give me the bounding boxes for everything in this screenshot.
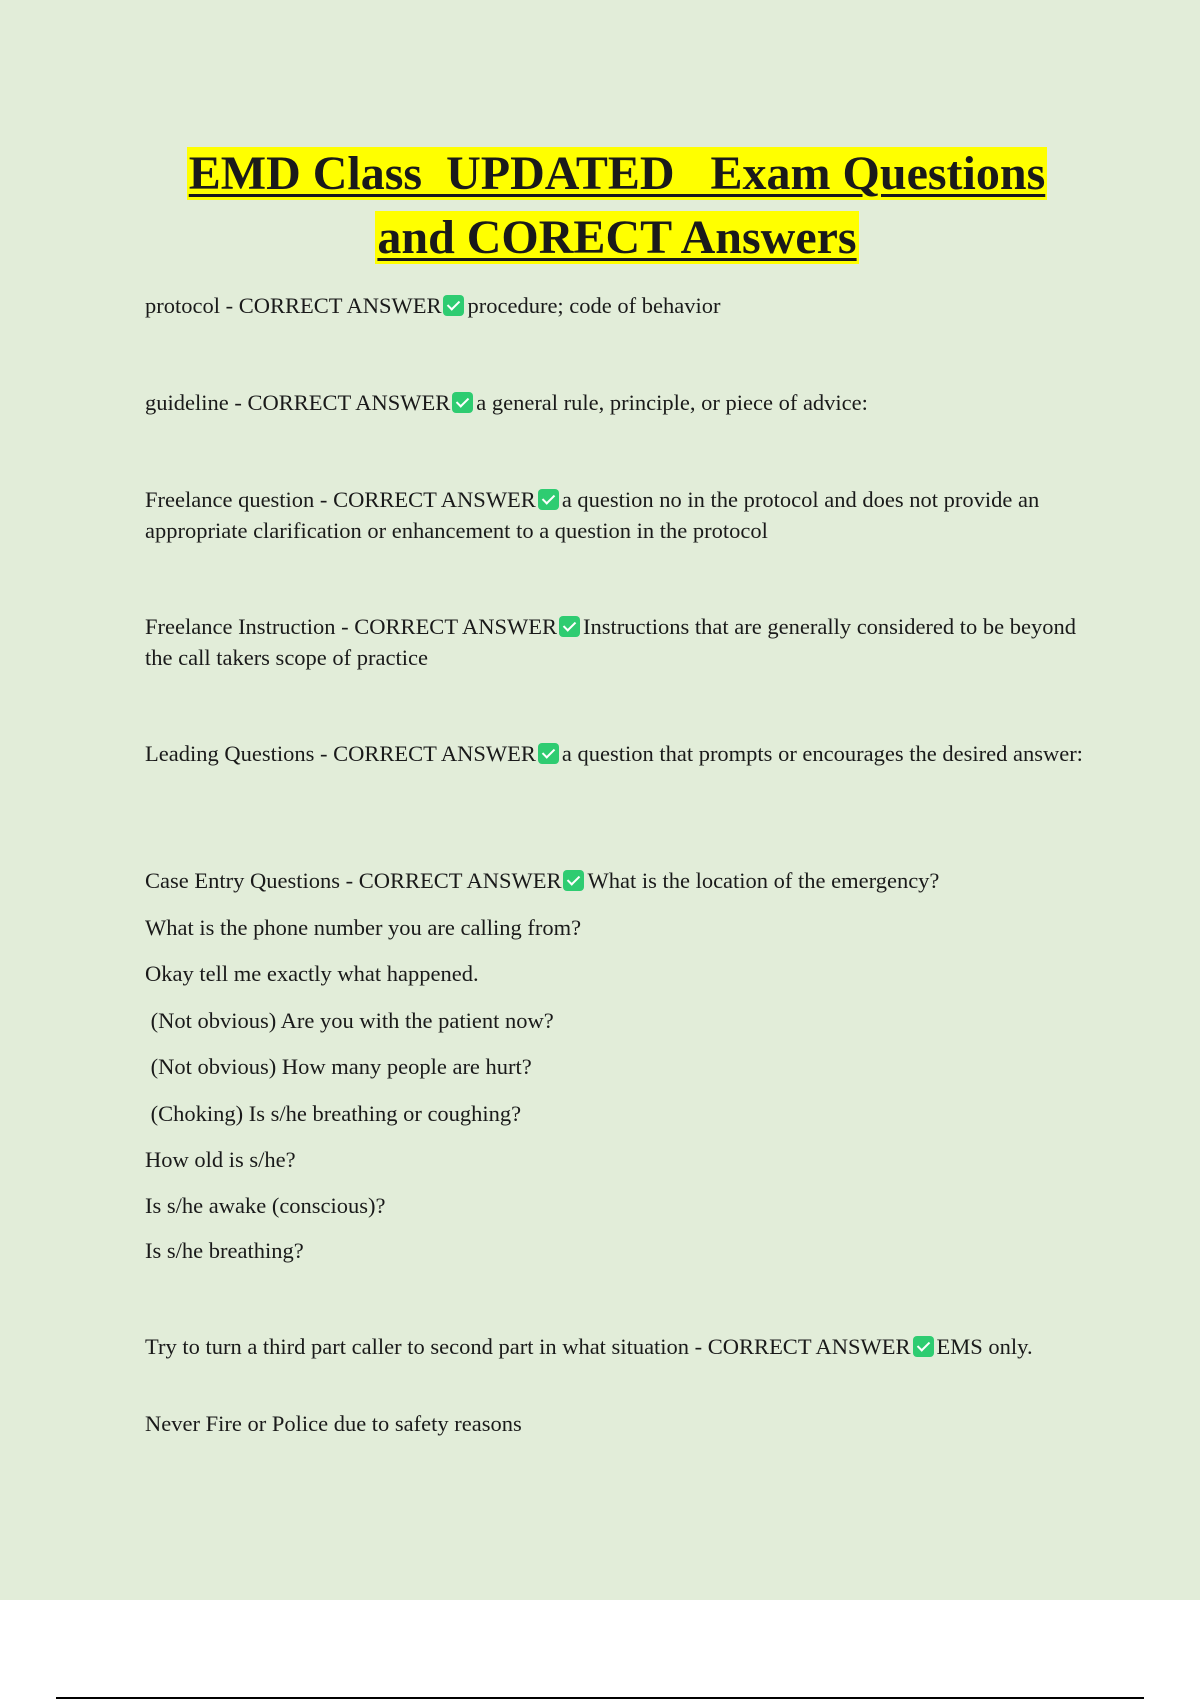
qa-item-freelance-instruction <box>145 611 1095 673</box>
qa-term: Try to turn a third part caller to second part in what situation - <box>145 1334 708 1359</box>
case-entry-line: Is s/he breathing? <box>145 1238 304 1263</box>
qa-item-freelance-question <box>145 484 1095 546</box>
third-party-extra-line: Never Fire or Police due to safety reasons <box>145 1411 522 1436</box>
qa-answer: a question no in the protocol and does not provide an appropriate clarification or enhancement to a question in the protocol <box>145 487 1040 543</box>
check-box-icon <box>538 489 559 510</box>
check-box-icon <box>559 616 580 637</box>
case-entry-line: (Not obvious) Are you with the patient now? <box>145 1008 554 1033</box>
qa-item-guideline <box>145 387 1095 418</box>
qa-term: Leading Questions - <box>145 741 334 766</box>
qa-answer: EMS only. <box>936 1334 1033 1359</box>
qa-answer: procedure; code of behavior <box>467 293 721 318</box>
qa-answer: Instructions that are generally considered to be beyond the call takers scope of practice <box>145 614 1077 670</box>
qa-label: CORRECT ANSWER <box>333 487 536 512</box>
qa-label: CORRECT ANSWER <box>354 614 558 639</box>
case-entry-line: (Not obvious) How many people are hurt? <box>145 1054 532 1079</box>
qa-term: Freelance question - <box>145 487 334 512</box>
qa-label: CORRECT ANSWER <box>333 741 536 766</box>
case-entry-line: Okay tell me exactly what happened. <box>145 961 479 986</box>
qa-item-case-entry <box>145 865 1095 896</box>
check-box-icon <box>563 870 584 891</box>
qa-item-protocol <box>145 290 1095 321</box>
check-box-icon <box>452 392 473 413</box>
case-entry-line: Is s/he awake (conscious)? <box>145 1193 386 1218</box>
qa-term: protocol - <box>145 293 239 318</box>
check-box-icon <box>913 1336 934 1357</box>
check-box-icon <box>538 743 559 764</box>
qa-answer: a question that prompts or encourages the desired answer: <box>561 741 1083 766</box>
qa-label: CORRECT ANSWER <box>707 1334 911 1359</box>
qa-label: CORRECT ANSWER <box>247 390 451 415</box>
title-line-2: and CORECT Answers <box>377 211 857 264</box>
case-entry-line: What is the phone number you are calling from? <box>145 915 582 940</box>
footer-rule <box>56 1697 1144 1699</box>
qa-term: Case Entry Questions - <box>145 868 359 893</box>
qa-item-third-party-caller <box>145 1331 1095 1362</box>
case-entry-line: How old is s/he? <box>145 1147 296 1172</box>
qa-item-leading-questions <box>145 738 1095 769</box>
case-entry-line: (Choking) Is s/he breathing or coughing? <box>145 1101 522 1126</box>
qa-term: guideline - <box>145 390 248 415</box>
qa-term: Freelance Instruction - <box>145 614 355 639</box>
qa-label: CORRECT ANSWER <box>358 868 562 893</box>
qa-answer: What is the location of the emergency? <box>587 868 940 893</box>
qa-answer: a general rule, principle, or piece of advice: <box>476 390 868 415</box>
title-line-1: EMD Class UPDATED Exam Questions <box>188 147 1046 200</box>
qa-label: CORRECT ANSWER <box>238 293 442 318</box>
check-box-icon <box>443 295 464 316</box>
document-title <box>140 142 1094 270</box>
